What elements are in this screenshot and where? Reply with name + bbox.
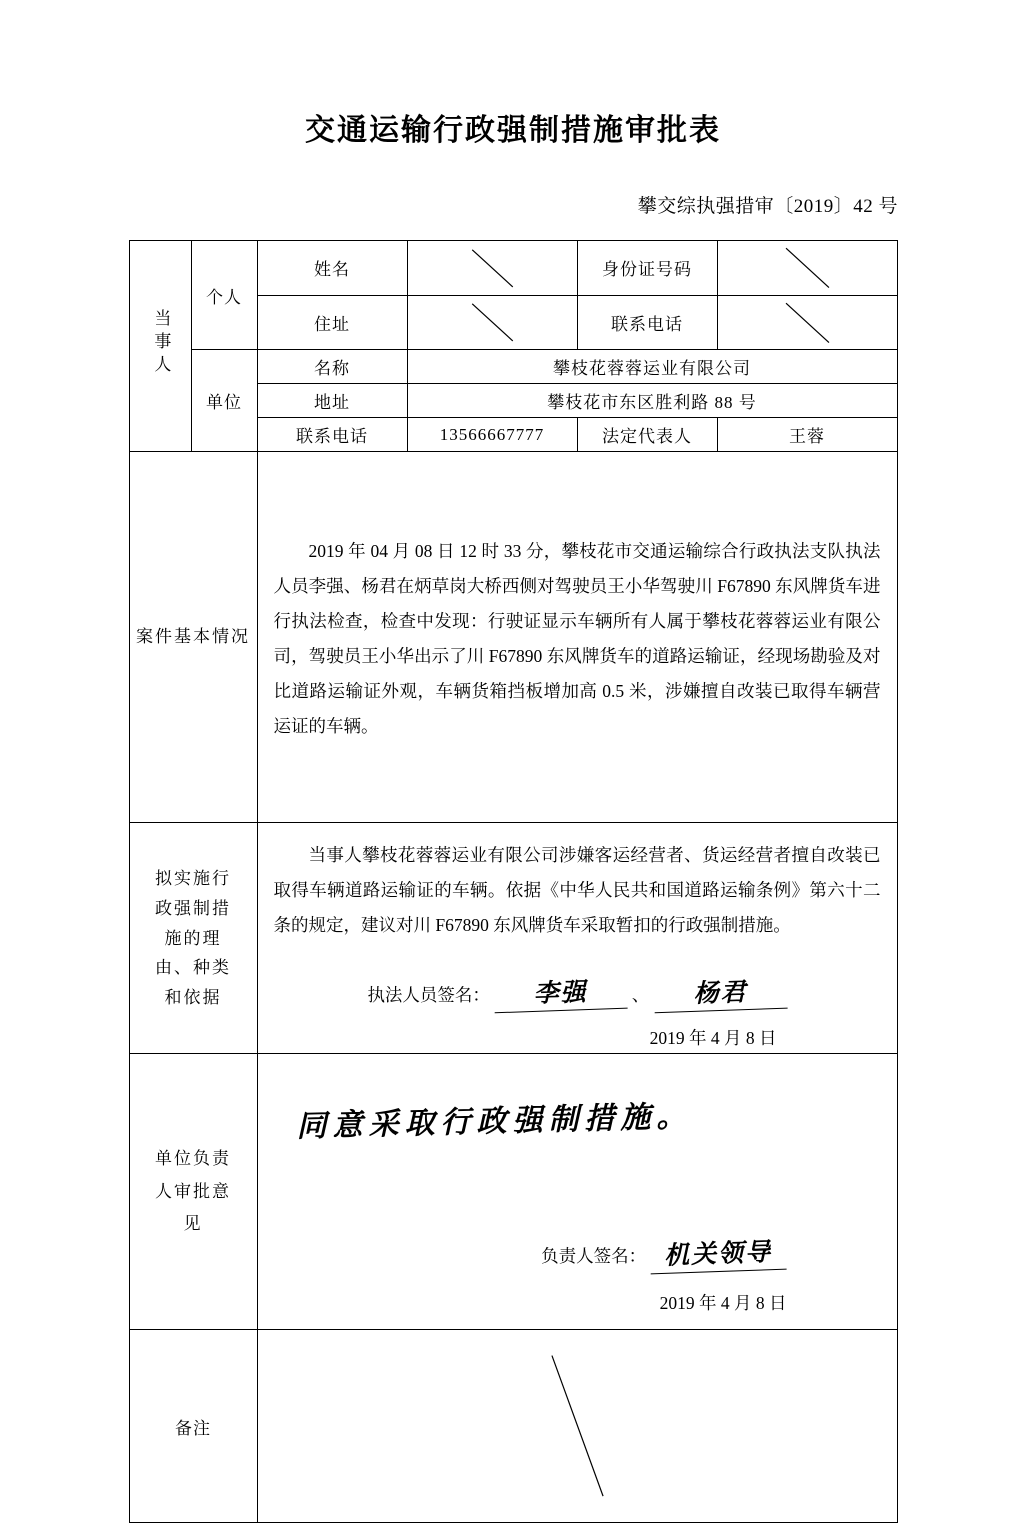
id-value-cell[interactable] (717, 241, 897, 296)
unit-name-label: 名称 (314, 359, 350, 379)
id-label-cell (577, 241, 717, 296)
approval-label: 单位负责人审批意见 (155, 1149, 231, 1234)
remark-label-cell (129, 1330, 257, 1523)
unit-phone-label: 联系电话 (296, 427, 368, 447)
case-text (258, 522, 897, 752)
approval-signature-label: 负责人签名： (541, 1246, 647, 1267)
approval-date: 2019 年 4 月 8 日 (659, 1293, 787, 1314)
enforcer-signature-line (258, 973, 897, 1011)
approval-signature[interactable]: 机关领导 (650, 1232, 787, 1275)
case-label-cell (129, 452, 257, 823)
table-row (129, 1330, 897, 1523)
case-label: 案件基本情况 (136, 626, 250, 646)
address-value-cell[interactable] (407, 295, 577, 350)
table-row (129, 823, 897, 1054)
empty-slash-icon (718, 241, 897, 295)
measure-text (258, 826, 897, 951)
signature-separator: 、 (631, 985, 650, 1006)
unit-label-cell (191, 350, 257, 452)
approval-label-cell (129, 1054, 257, 1330)
legal-rep-label-cell (577, 418, 717, 452)
unit-name-label-cell (257, 350, 407, 384)
enforcer-signature-label: 执法人员签名： (367, 985, 490, 1006)
unit-phone-value: 13566667777 (439, 424, 545, 444)
table-row (129, 1054, 897, 1330)
table-row (129, 452, 897, 823)
table-row (129, 241, 897, 296)
legal-rep-value: 王蓉 (789, 427, 825, 447)
unit-address-value: 攀枝花市东区胜利路 88 号 (547, 393, 757, 413)
individual-label-cell (191, 241, 257, 350)
unit-name-value: 攀枝花蓉蓉运业有限公司 (553, 359, 751, 379)
approval-form-table (129, 240, 898, 1523)
legal-rep-label: 法定代表人 (602, 427, 692, 447)
empty-slash-icon (718, 296, 897, 350)
enforcer-signature-1[interactable]: 李强 (494, 971, 628, 1014)
document-number: 攀交综执强措审〔2019〕42 号 (637, 196, 898, 217)
unit-address-label-cell (257, 384, 407, 418)
measure-label: 拟实施行政强制措施的理由、种类和依据 (155, 869, 231, 1007)
address-label: 住址 (314, 315, 350, 335)
approval-content-cell[interactable] (257, 1054, 897, 1330)
empty-slash-icon (408, 297, 577, 348)
unit-address-value-cell[interactable] (407, 384, 897, 418)
measure-date: 2019 年 4 月 8 日 (649, 1028, 777, 1049)
id-label: 身份证号码 (602, 260, 692, 280)
name-label: 姓名 (314, 260, 350, 280)
party-row-label: 当事人 (151, 309, 171, 379)
unit-address-label: 地址 (314, 393, 350, 413)
enforcer-signature-2[interactable]: 杨君 (653, 971, 787, 1014)
phone-label-cell (577, 295, 717, 350)
page-title: 交通运输行政强制措施审批表 (305, 114, 721, 147)
unit-phone-label-cell (257, 418, 407, 452)
measure-text-paragraph: 当事人攀枝花蓉蓉运业有限公司涉嫌客运经营者、货运经营者擅自改装已取得车辆道路运输证的车辆。依据《中华人民共和国道路运输条例》第六十二条的规定，建议对川 F67890 东风牌货车采取暂扣的行政强制措施。 (273, 845, 881, 936)
approval-opinion-text: 同意采取行政强制措施。 (295, 1099, 693, 1145)
name-value-cell[interactable] (407, 241, 577, 296)
address-label-cell (257, 295, 407, 350)
individual-label: 个人 (206, 287, 242, 307)
name-label-cell (257, 241, 407, 296)
remark-value-cell[interactable] (257, 1330, 897, 1523)
approval-signature-line (258, 1138, 897, 1272)
phone-value-cell[interactable] (717, 295, 897, 350)
phone-label: 联系电话 (611, 315, 683, 335)
empty-slash-icon (408, 243, 577, 294)
legal-rep-value-cell[interactable] (717, 418, 897, 452)
unit-label: 单位 (206, 393, 242, 413)
table-row (129, 350, 897, 384)
case-text-paragraph: 2019 年 04 月 08 日 12 时 33 分，攀枝花市交通运输综合行政执法支队执法人员李强、杨君在炳草岗大桥西侧对驾驶员王小华驾驶川 F67890 东风牌货车进行执法检查，检查中发现：行驶证显示车辆所有人属于攀枝花蓉蓉运业有限公司，驾驶员王小华出示了川 F67890 东风牌货车的道路运输证，经现场勘验及对比道路运输证外观，车辆货箱挡板增加高 0.5 米，涉嫌擅自改装已取得车辆营运证的车辆。 (273, 541, 881, 737)
party-row-label-cell (129, 241, 191, 452)
measure-label-cell (129, 823, 257, 1054)
unit-name-value-cell[interactable] (407, 350, 897, 384)
unit-phone-value-cell[interactable] (407, 418, 577, 452)
empty-slash-icon (258, 1330, 897, 1522)
case-text-cell[interactable] (257, 452, 897, 823)
remark-label: 备注 (175, 1418, 211, 1438)
measure-text-cell[interactable] (257, 823, 897, 1054)
